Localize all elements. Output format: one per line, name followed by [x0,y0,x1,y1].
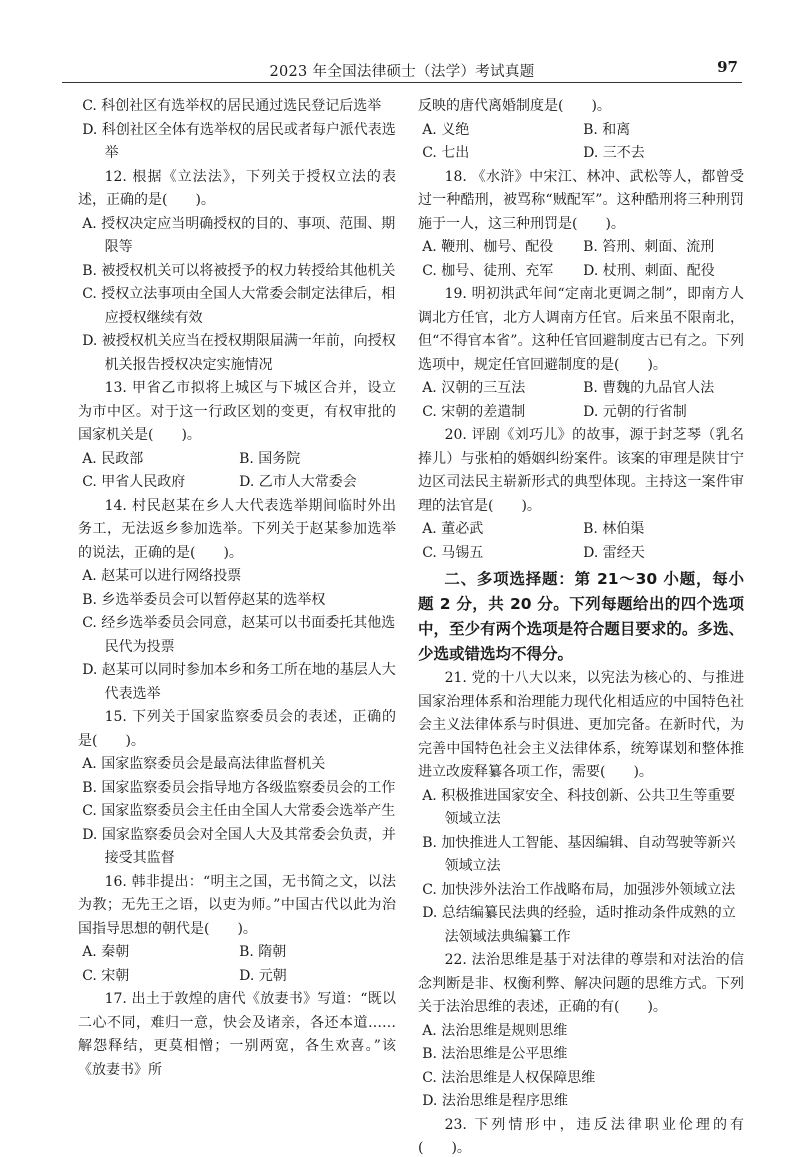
question-17: 17. 出土于敦煌的唐代《放妻书》写道：“既以二心不同，难归一意，快会及诸亲，各还本道……解怨释结，更莫相憎；一别两宽，各生欢喜。”该《放妻书》所 [78,991,396,1078]
option-14-d: D. 赵某可以同时参加本乡和务工所在地的基层人大代表选举 [82,662,396,702]
option-15-b: B. 国家监察委员会指导地方各级监察委员会的工作 [82,779,396,796]
right-column [418,95,744,1157]
option-21-a: A. 积极推进国家安全、科技创新、公共卫生等重要领域立法 [422,787,736,827]
options-17-ab [422,119,744,143]
option-12-d: D. 被授权机关应当在授权期限届满一年前，向授权机关报告授权决定实施情况 [82,333,396,373]
options-20-cd [422,542,744,566]
option-17-d: D. 三不去 [583,145,645,161]
page-header [62,56,742,80]
question-16: 16. 韩非提出：“明主之国，无书简之文，以法为教；无先王之语，以吏为师。”中国古代以此为治国指导思想的朝代是( )。 [78,873,396,937]
option-13-b: B. 国务院 [239,450,301,467]
question-17-continued: 反映的唐代离婚制度是( )。 [418,98,611,114]
section-heading-multiple-choice: 二、多项选择题：第 21～30 小题，每小题 2 分，共 20 分。下列每题给出的四个选项中，至少有两个选项是符合题目要求的。多选、少选或错选均不得分。 [418,570,744,663]
option-22-a: A. 法治思维是规则思维 [422,1022,568,1039]
option-18-b: B. 笞刑、刺面、流刑 [583,239,715,255]
left-column [78,95,396,1082]
question-14: 14. 村民赵某在乡人大代表选举期间临时外出务工，无法返乡参加选举。下列关于赵某参加选举的说法，正确的是( )。 [78,497,396,561]
options-16-cd [82,965,396,989]
page-number: 97 [717,58,738,76]
question-21: 21. 党的十八大以来，以宪法为核心的、与推进国家治理体系和治理能力现代化相适应的中国特色社会主义法律体系与时俱进、更加完备。在新时代，为完善中国特色社会主义法律体系，统筹谋划和整体推进立改废释纂各项工作，需要( )。 [418,670,744,780]
option-19-a: A. 汉朝的三互法 [422,380,526,396]
option-13-c: C. 甲省人民政府 [82,474,186,490]
question-20: 20. 评剧《刘巧儿》的故事，源于封芝琴（乳名捧儿）与张柏的婚姻纠纷案件。该案的审理是陕甘宁边区司法民主崭新形式的典型体现。主持这一案件审理的法官是( )。 [418,427,744,514]
option-17-b: B. 和离 [583,121,631,138]
option-18-d: D. 杖刑、刺面、配役 [583,262,715,279]
option-20-c: C. 马锡五 [422,544,484,561]
option-11-d: D. 科创社区全体有选举权的居民或者每户派代表选举 [82,121,396,161]
option-16-a: A. 秦朝 [82,944,130,960]
option-12-c: C. 授权立法事项由全国人大常委会制定法律后，相应授权继续有效 [82,286,396,326]
option-16-d: D. 元朝 [239,967,287,984]
option-21-c: C. 加快涉外法治工作战略布局，加强涉外领域立法 [422,881,736,898]
question-18: 18. 《水浒》中宋江、林冲、武松等人，都曾受过一种酷刑，被骂称“贼配军”。这种酷刑将三种刑罚施于一人，这三种刑罚是( )。 [418,168,744,232]
question-23: 23. 下列情形中，违反法律职业伦理的有( )。 [418,1116,744,1156]
option-14-c: C. 经乡选举委员会同意，赵某可以书面委托其他选民代为投票 [82,615,396,655]
options-16-ab [82,941,396,965]
options-13-ab [82,448,396,472]
option-12-b: B. 被授权机关可以将被授予的权力转授给其他机关 [82,262,396,279]
option-19-c: C. 宋朝的差遣制 [422,403,526,420]
option-21-d: D. 总结编纂民法典的经验，适时推动条件成熟的立法领域法典编纂工作 [422,905,736,945]
option-19-d: D. 元朝的行省制 [583,403,687,420]
option-13-d: D. 乙市人大常委会 [239,474,357,490]
question-19: 19. 明初洪武年间“定南北更调之制”，即南方人调北方任官，北方人调南方任官。后来虽不限南北，但“不得官本省”。这种任官回避制度古已有之。下列选项中，规定任官回避制度的是( )。 [418,286,744,373]
option-15-a: A. 国家监察委员会是最高法律监督机关 [82,756,326,772]
option-14-a: A. 赵某可以进行网络投票 [82,568,242,584]
option-14-b: B. 乡选举委员会可以暂停赵某的选举权 [82,591,326,608]
options-19-ab [422,377,744,401]
options-13-cd [82,471,396,495]
option-16-c: C. 宋朝 [82,967,130,984]
question-12: 12. 根据《立法法》，下列关于授权立法的表述，正确的是( )。 [78,168,396,208]
question-13: 13. 甲省乙市拟将上城区与下城区合并，设立为市中区。对于这一行政区划的变更，有权审批的国家机关是( )。 [78,380,396,443]
option-20-b: B. 林伯渠 [583,521,645,537]
option-22-b: B. 法治思维是公平思维 [422,1046,568,1062]
option-21-b: B. 加快推进人工智能、基因编辑、自动驾驶等新兴领域立法 [422,834,736,874]
options-18-cd [422,260,744,284]
option-16-b: B. 隋朝 [239,944,287,960]
option-13-a: A. 民政部 [82,450,144,467]
options-18-ab [422,236,744,260]
options-17-cd [422,142,744,166]
options-20-ab [422,518,744,542]
option-11-c: C. 科创社区有选举权的居民通过选民登记后选举 [82,98,382,114]
option-20-d: D. 雷经天 [583,544,645,561]
option-19-b: B. 曹魏的九品官人法 [583,380,715,396]
question-15: 15. 下列关于国家监察委员会的表述，正确的是( )。 [78,709,396,749]
header-divider [62,82,742,83]
option-15-d: D. 国家监察委员会对全国人大及其常委会负责，并接受其监督 [82,826,396,866]
option-17-a: A. 义绝 [422,121,470,138]
option-22-c: C. 法治思维是人权保障思维 [422,1069,596,1086]
running-title: 2023 年全国法律硕士（法学）考试真题 [269,64,535,80]
option-17-c: C. 七出 [422,145,470,161]
question-22: 22. 法治思维是基于对法律的尊崇和对法治的信念判断是非、权衡利弊、解决问题的思维方式。下列关于法治思维的表述，正确的有( )。 [418,952,744,1015]
option-18-a: A. 鞭刑、枷号、配役 [422,239,554,255]
option-15-c: C. 国家监察委员会主任由全国人大常委会选举产生 [82,803,396,819]
option-12-a: A. 授权决定应当明确授权的目的、事项、范围、期限等 [82,215,396,255]
options-19-cd [422,401,744,425]
option-18-c: C. 枷号、徒刑、充军 [422,262,554,279]
option-20-a: A. 董必武 [422,521,484,537]
option-22-d: D. 法治思维是程序思维 [422,1093,568,1109]
